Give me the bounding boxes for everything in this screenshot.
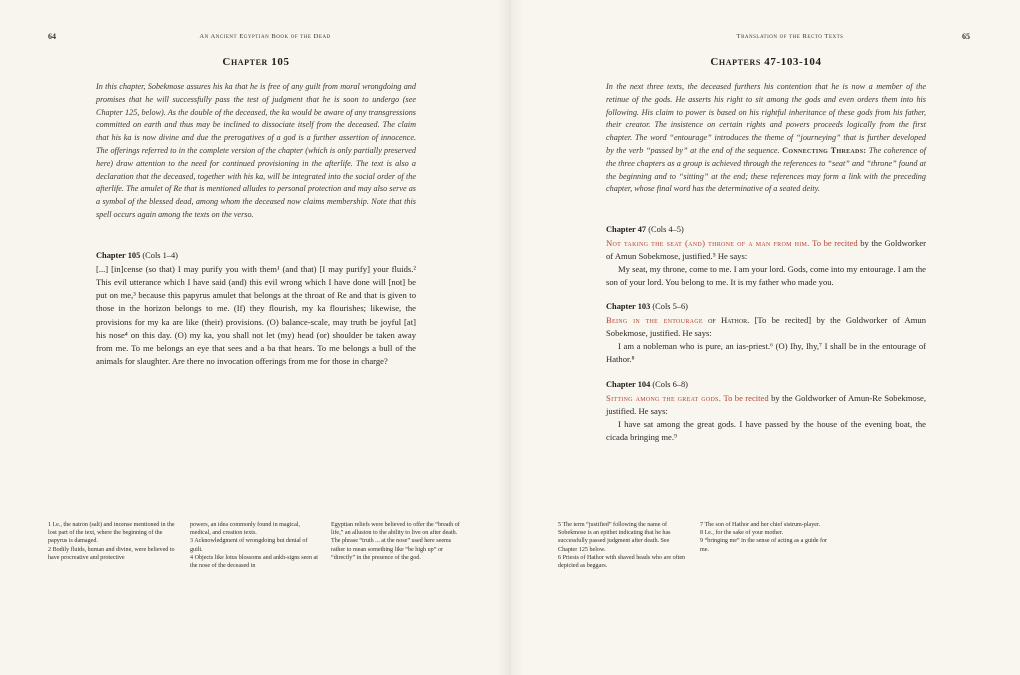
intro-paragraph-right: [606, 81, 926, 196]
chapter-title-right: Chapters 47-103-104: [710, 56, 822, 68]
running-head-right: Translation of the Recto Texts: [736, 33, 844, 40]
footnote-8: 8 I.e., for the sake of your mother.: [700, 530, 784, 537]
ch104-rubric-title: Sitting among the great gods.: [606, 392, 722, 403]
running-head-left: An Ancient Egyptian Book of the Dead: [199, 33, 331, 40]
footnote-1: 1 I.e., the natron (salt) and incense mentioned in the lost part of the text, where the beginning of the papyrus is damaged.: [48, 522, 175, 545]
section-heading-label: Chapter 105: [96, 251, 141, 260]
intro-paragraph-left: In this chapter, Sobekmose assures his ka that he is free of any guilt from moral wrongdoing and promises that he will successfully pass the test of judgment that he is soon to undergo (see Chapter 125, below). As the double of the deceased, the ka would be aware of any transgressions committed on earth and thus may be inclined to dissociate itself from the deceased. The claim that his ka is now divine and due the prerogatives of a god is a further assertion of innocence. The offerings referred to in the complete version of the chapter (which is only partially preserved here) draw attention to the need for continued provisioning in the afterlife. The text is also a declaration that the deceased, together with his ka, will be integrated into the social order of the afterlife. The amulet of Re that is mentioned alludes to personal protection and may also serve as a symbol of the blessed dead, among whom the deceased now claims membership. Note that this spell occurs again among the texts on the verso.: [96, 82, 416, 219]
ch104-attribution: by the Goldworker of Amun-Re Sobekmose, justified. He says:: [606, 392, 927, 416]
ch47-heading: Chapter 47: [606, 225, 647, 234]
ch47-rubric-title: Not taking the seat (and) throne of a man from him.: [606, 237, 810, 248]
chapter-105-section: [96, 250, 416, 368]
right-page: [510, 0, 1020, 675]
section-body: [...] [in]cense (so that) I may purify you with them¹ (and that) [I may purify] your fluids.² This evil utterance which I have said (and) this evil wrong which I have done will [not] be put on me,³ because this papyrus amulet that belongs at the throat of Re and that is given to those in the horizon belongs to me. (If) they flourish, my ka flourishes; likewise, the provisions for my ka are like (their) provisions. (O) balance-scale, may truth be joyful [at] his nose⁴ on this day. (O) my ka, you shall not let (my) head (or) shoulder be taken away from me. To me belongs an eye that sees and a ba that hears. To me belongs a bull of the animals for slaughter. Are there no invocation offerings from me for those in charge?: [96, 263, 416, 367]
ch47-text: My seat, my throne, come to me. I am your lord. Gods, come into my entourage. I am the son of your lord. You belong to me. It is my father who made you.: [606, 264, 926, 288]
ch103-heading: Chapter 103: [606, 302, 651, 311]
ch47-recite: To be recited: [812, 237, 858, 248]
footnote-5: 5 The term “justified” following the name of Sobekmose is an epithet indicating that he has successfully passed judgment after death. See Chapter 125 below.: [558, 522, 671, 553]
footnote-4: 4 Objects like lotus blossoms and ankh-signs seen at the nose of the deceased in: [190, 554, 318, 570]
ch103-cols: (Cols 5–6): [652, 302, 688, 311]
intro-text: In the next three texts, the deceased furthers his contention that he is now a member of the retinue of the gods. He asserts his right to sit among the gods and even orders them into his following. His claim to power is based on his rightful inheritance of these gods from his father, their creator. The insistence on certain rights and powers proceeds logically from the first chapter. The word “entourage” introduces the theme of “journeying” that is further developed by the verb “passed by” at the end of the sequence.: [606, 82, 926, 155]
footnote-7: 7 The son of Hathor and her chief sistrum-player.: [700, 522, 821, 528]
footnote-4-cont: Egyptian reliefs were believed to offer the “breath of life,” an allusion to the ability to live on after death. The phrase “truth ... at the nose” used here seems rather to mean something like “be high up” or “directly” in the presence of the god.: [331, 522, 460, 561]
ch104-recite: To be recited: [723, 392, 769, 403]
ch47-cols: (Cols 4–5): [648, 225, 684, 234]
connecting-threads-text: The coherence of the three chapters as a group is achieved through the references to “seat” and “throne” found at the beginning and to “sitting” at the end; these references may form a link with the preceding chapter, whose final word has the determinative of a seated deity.: [606, 145, 927, 194]
footnote-2: 2 Bodily fluids, human and divine, were believed to have procreative and protective: [48, 546, 175, 561]
section-cols: (Cols 1–4): [142, 251, 178, 260]
page-number-left: 64: [48, 32, 56, 41]
ch103-rubric-title: Being in the entourage: [606, 314, 703, 325]
book-gutter-shadow: [496, 0, 524, 675]
ch104-cols: (Cols 6–8): [652, 380, 688, 389]
ch103-text: I am a nobleman who is pure, an ias-priest.⁶ (O) Ihy, Ihy,⁷ I shall be in the entourage of Hathor.⁸: [606, 341, 926, 365]
ch103-attribution: [To be recited] by the Goldworker of Amun Sobekmose, justified. He says:: [606, 314, 926, 338]
footnote-2-cont: powers, an idea commonly found in magical, medical, and creation texts.: [190, 522, 300, 537]
footnote-9: 9 “bringing me” in the sense of acting as a guide for me.: [700, 538, 828, 553]
footnote-6: 6 Priests of Hathor with shaved heads who are often depicted as beggars.: [558, 554, 686, 570]
chapter-103-section: [606, 301, 926, 367]
connecting-threads-label: Connecting Threads:: [782, 145, 867, 155]
chapter-title-left: Chapter 105: [222, 56, 290, 68]
ch103-title-black: of Hathor.: [708, 314, 750, 325]
ch47-attribution: by the Goldworker of Amun Sobekmose, justified.⁵ He says:: [606, 237, 926, 261]
chapter-47-section: [606, 224, 926, 290]
ch104-text: I have sat among the great gods. I have passed by the house of the evening boat, the cicada bringing me.⁹: [606, 419, 926, 443]
chapter-104-section: [606, 379, 926, 445]
footnote-3: 3 Acknowledgment of wrongdoing but denial of guilt.: [190, 538, 308, 553]
section-heading: [96, 250, 416, 263]
ch104-heading: Chapter 104: [606, 380, 651, 389]
page-number-right: 65: [962, 32, 970, 41]
